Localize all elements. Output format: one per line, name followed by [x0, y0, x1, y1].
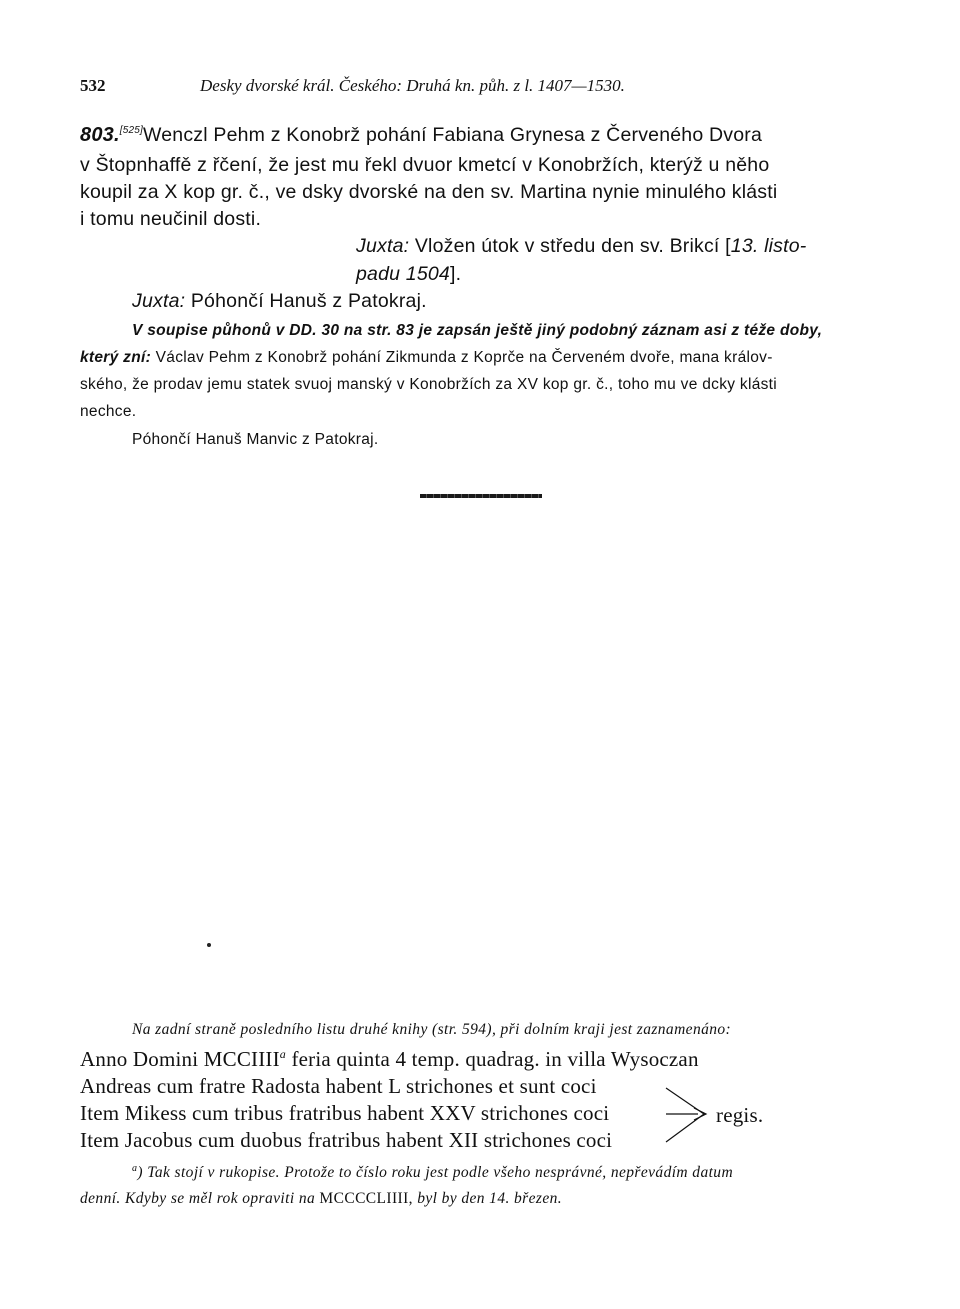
note-text: Václav Pehm z Konobrž pohání Zikmunda z Koprče na Červeném dvoře, mana králov-	[151, 349, 773, 366]
entry-line-4: i tomu neučinil dosti.	[80, 208, 262, 230]
note-line-1: V soupise půhonů v DD. 30 na str. 83 je zapsán ještě jiný podobný záznam asi z téže doby,	[132, 322, 823, 339]
juxta-label: Juxta:	[132, 290, 186, 312]
entry-line-2: v Štopnhaffě z řčení, že jest mu řekl dvuor kmetcí v Konobržích, kterýž u něho	[80, 154, 770, 176]
latin-line-2: Andreas cum fratre Radosta habent L strichones et sunt coci	[80, 1074, 597, 1098]
latin-sup: a	[279, 1047, 286, 1061]
note-line-5: Póhončí Hanuš Manvic z Patokraj.	[132, 431, 379, 448]
latin-line-3: Item Mikess cum tribus fratribus habent XXV strichones coci	[80, 1101, 610, 1125]
footnote-roman: MCCCCLIIII,	[319, 1190, 413, 1207]
note-line-2	[80, 349, 773, 367]
stray-dot	[207, 943, 211, 947]
juxta-line-1-cont	[356, 263, 461, 286]
note-line-4: nechce.	[80, 403, 137, 420]
brace-icon	[664, 1080, 714, 1150]
latin-line-4: Item Jacobus cum duobus fratribus habent XII strichones coci	[80, 1128, 613, 1152]
page-number: 532	[80, 76, 106, 95]
footnote-text-a: denní. Kdyby se měl rok opraviti na	[80, 1190, 320, 1207]
juxta-date: 13. listo-	[730, 235, 807, 257]
juxta-line-1	[356, 235, 806, 258]
juxta-close: ].	[449, 263, 462, 285]
entry-line-3: koupil za X kop gr. č., ve dsky dvorské na den sv. Martina nynie minulého klásti	[80, 181, 778, 203]
juxta-text: Vložen útok v středu den sv. Brikcí [	[409, 235, 731, 257]
entry-ref: [525]	[119, 125, 143, 136]
note-italic: který zní:	[80, 349, 152, 366]
juxta-text: Póhončí Hanuš z Patokraj.	[185, 290, 427, 312]
running-head: Desky dvorské král. Českého: Druhá kn. půh. z l. 1407—1530.	[200, 76, 625, 95]
latin-line-1-a: Anno Domini MCCIIII	[80, 1047, 280, 1071]
entry-text: Wenczl Pehm z Konobrž pohání Fabiana Grynesa z Červeného Dvora	[142, 124, 763, 146]
footnote-line-2	[80, 1190, 562, 1208]
juxta-line-2	[132, 290, 427, 313]
section-separator	[420, 494, 542, 498]
juxta-date-cont: padu 1504	[356, 263, 450, 285]
latin-line-1-b: feria quinta 4 temp. quadrag. in villa Wysoczan	[286, 1047, 699, 1071]
footnote-marker: a	[132, 1163, 138, 1174]
entry-line-1	[80, 124, 762, 147]
footnote-text-b: byl by den 14. březen.	[412, 1190, 563, 1207]
footnote-line-1	[132, 1163, 733, 1182]
footnote-text: ) Tak stojí v rukopise. Protože to číslo roku jest podle všeho nesprávné, nepřevádím datum	[137, 1164, 734, 1182]
latin-intro: Na zadní straně posledního listu druhé knihy (str. 594), při dolním kraji jest zaznamenáno:	[132, 1021, 732, 1038]
regis-label: regis.	[716, 1103, 764, 1127]
note-line-3: ského, že prodav jemu statek svuoj manský v Konobržích za XV kop gr. č., toho mu ve dcky klásti	[80, 376, 778, 393]
entry-number: 803.	[80, 124, 120, 146]
latin-line-1	[80, 1047, 699, 1072]
juxta-label: Juxta:	[356, 235, 410, 257]
